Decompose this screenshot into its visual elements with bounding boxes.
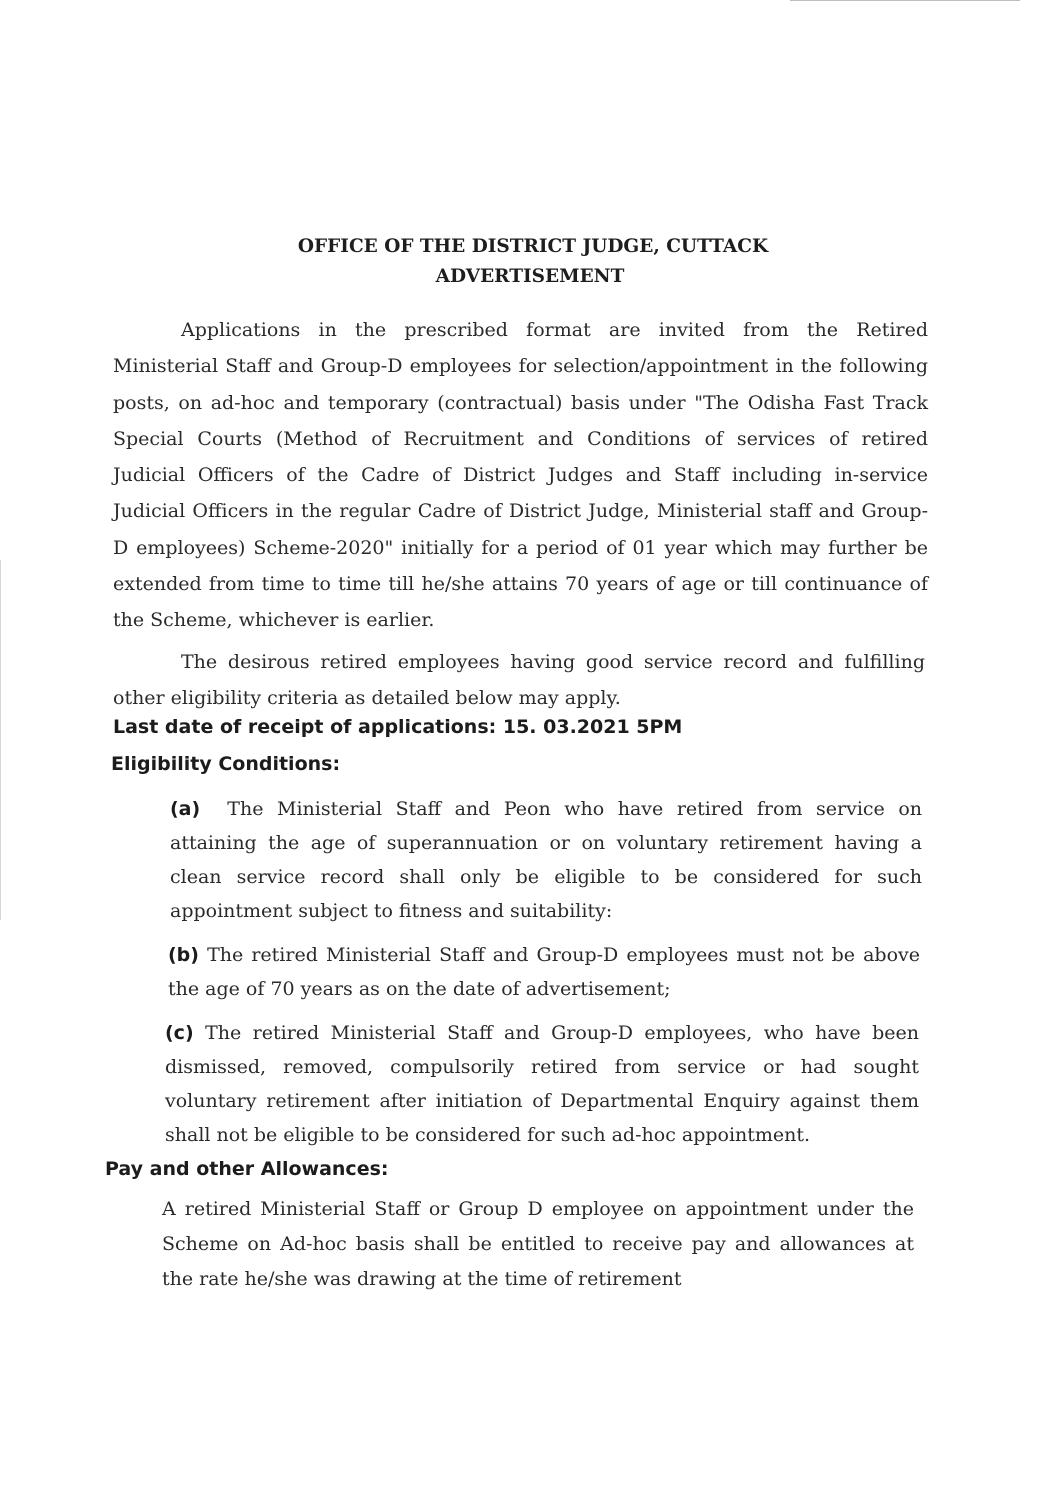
office-title: OFFICE OF THE DISTRICT JUDGE, CUTTACK bbox=[297, 236, 769, 257]
item-text-c: The retired Ministerial Staff and Group-D employees, who have been dismissed, removed, compulsorily retired from service or had sought voluntary retirement after initiation of Departmental Enquiry against them shall not be eligible to be considered for such ad-hoc appointment. bbox=[165, 1022, 919, 1146]
item-marker-c: (c) bbox=[165, 1022, 194, 1044]
eligibility-item-a bbox=[170, 792, 922, 928]
pay-heading: Pay and other Allowances: bbox=[105, 1158, 389, 1180]
eligibility-heading: Eligibility Conditions: bbox=[111, 753, 341, 775]
last-date-heading: Last date of receipt of applications: 15. 03.2021 5PM bbox=[113, 716, 683, 738]
item-marker-a: (a) bbox=[170, 798, 201, 820]
item-marker-b: (b) bbox=[168, 944, 199, 966]
eligibility-item-c bbox=[165, 1016, 919, 1152]
advertisement-title: ADVERTISEMENT bbox=[435, 266, 625, 287]
pay-paragraph: A retired Ministerial Staff or Group D employee on appointment under the Scheme on Ad-hoc basis shall be entitled to receive pay and allowances at the rate he/she was drawing at the time of retirement bbox=[162, 1198, 914, 1290]
item-text-a: The Ministerial Staff and Peon who have retired from service on attaining the age of superannuation or on voluntary retirement having a clean service record shall only be eligible to be considered for such appointment subject to fitness and suitability: bbox=[170, 798, 922, 922]
eligibility-intro-text: The desirous retired employees having good service record and fulfilling other eligibility criteria as detailed below may apply. bbox=[113, 651, 925, 710]
eligibility-intro-paragraph bbox=[113, 644, 925, 717]
item-text-b: The retired Ministerial Staff and Group-D employees must not be above the age of 70 years as on the date of advertisement; bbox=[168, 944, 920, 1000]
scan-artifact-left-edge bbox=[0, 560, 1, 920]
intro-paragraph bbox=[113, 312, 928, 639]
scan-artifact-top-right bbox=[790, 0, 1020, 1]
document-header bbox=[0, 232, 1060, 292]
intro-paragraph-text: Applications in the prescribed format are invited from the Retired Ministerial Staff and Group-D employees for selection/appointment in the following posts, on ad-hoc and temporary (contractual) basis under "The Odisha Fast Track Special Courts (Method of Recruitment and Conditions of services of retired Judicial Officers of the Cadre of District Judges and Staff including in-service Judicial Officers in the regular Cadre of District Judge, Ministerial staff and Group-D employees) Scheme-2020" initially for a period of 01 year which may further be extended from time to time till he/she attains 70 years of age or till continuance of the Scheme, whichever is earlier. bbox=[113, 319, 928, 632]
eligibility-item-b bbox=[168, 938, 920, 1006]
